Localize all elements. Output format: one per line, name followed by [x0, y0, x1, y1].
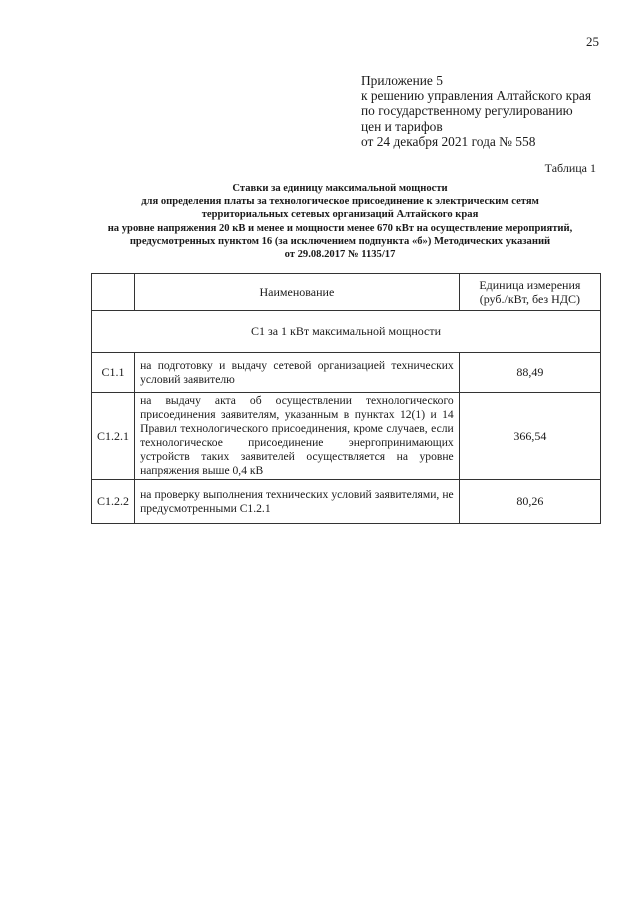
title-line: предусмотренных пунктом 16 (за исключением подпункта «б») Методических указаний [129, 235, 551, 247]
title-line: от 29.08.2017 № 1135/17 [284, 249, 396, 261]
table-row [92, 353, 601, 393]
row-value: 366,54 [459, 393, 600, 480]
row-code: С1.2.2 [92, 480, 135, 524]
appendix-block [361, 73, 591, 149]
row-code: С1.1 [92, 353, 135, 393]
row-value: 80,26 [459, 480, 600, 524]
header-code-cell [92, 274, 135, 311]
title-line: территориальных сетевых организаций Алтайского края [201, 209, 479, 221]
rates-table [91, 273, 601, 524]
row-code: С1.2.1 [92, 393, 135, 480]
table-label: Таблица 1 [544, 161, 596, 175]
table-row [92, 480, 601, 524]
appendix-line: к решению управления Алтайского края [361, 88, 591, 104]
page-number: 25 [586, 34, 599, 49]
table-row [92, 393, 601, 480]
row-name: на подготовку и выдачу сетевой организацией технических условий заявителю [135, 353, 460, 393]
header-unit-cell: Единица измерения (руб./кВт, без НДС) [459, 274, 600, 311]
title-line: на уровне напряжения 20 кВ и менее и мощности менее 670 кВт на осуществление мероприятий, [107, 222, 573, 234]
title-line: для определения платы за технологическое присоединение к электрическим сетям [141, 196, 539, 208]
table-header-row [92, 274, 601, 311]
appendix-line: от 24 декабря 2021 года № 558 [361, 133, 536, 149]
section-title: С1 за 1 кВт максимальной мощности [92, 311, 601, 353]
section-row [92, 311, 601, 353]
row-name: на выдачу акта об осуществлении технологического присоединения заявителям, указанным в пунктах 12(1) и 14 Правил технологического присоединения, кроме случаев, если технологическое присоединение энергопринимающих устройств таких заявителей осуществляется на уровне напряжения выше 0,4 кВ [135, 393, 460, 480]
header-name-cell: Наименование [135, 274, 460, 311]
appendix-line: по государственному регулированию [361, 103, 573, 119]
appendix-line: Приложение 5 [361, 73, 443, 88]
title-line: Ставки за единицу максимальной мощности [232, 183, 448, 194]
appendix-line: цен и тарифов [361, 118, 443, 134]
document-title [60, 182, 620, 261]
row-value: 88,49 [459, 353, 600, 393]
row-name: на проверку выполнения технических условий заявителями, не предусмотренными С1.2.1 [135, 480, 460, 524]
